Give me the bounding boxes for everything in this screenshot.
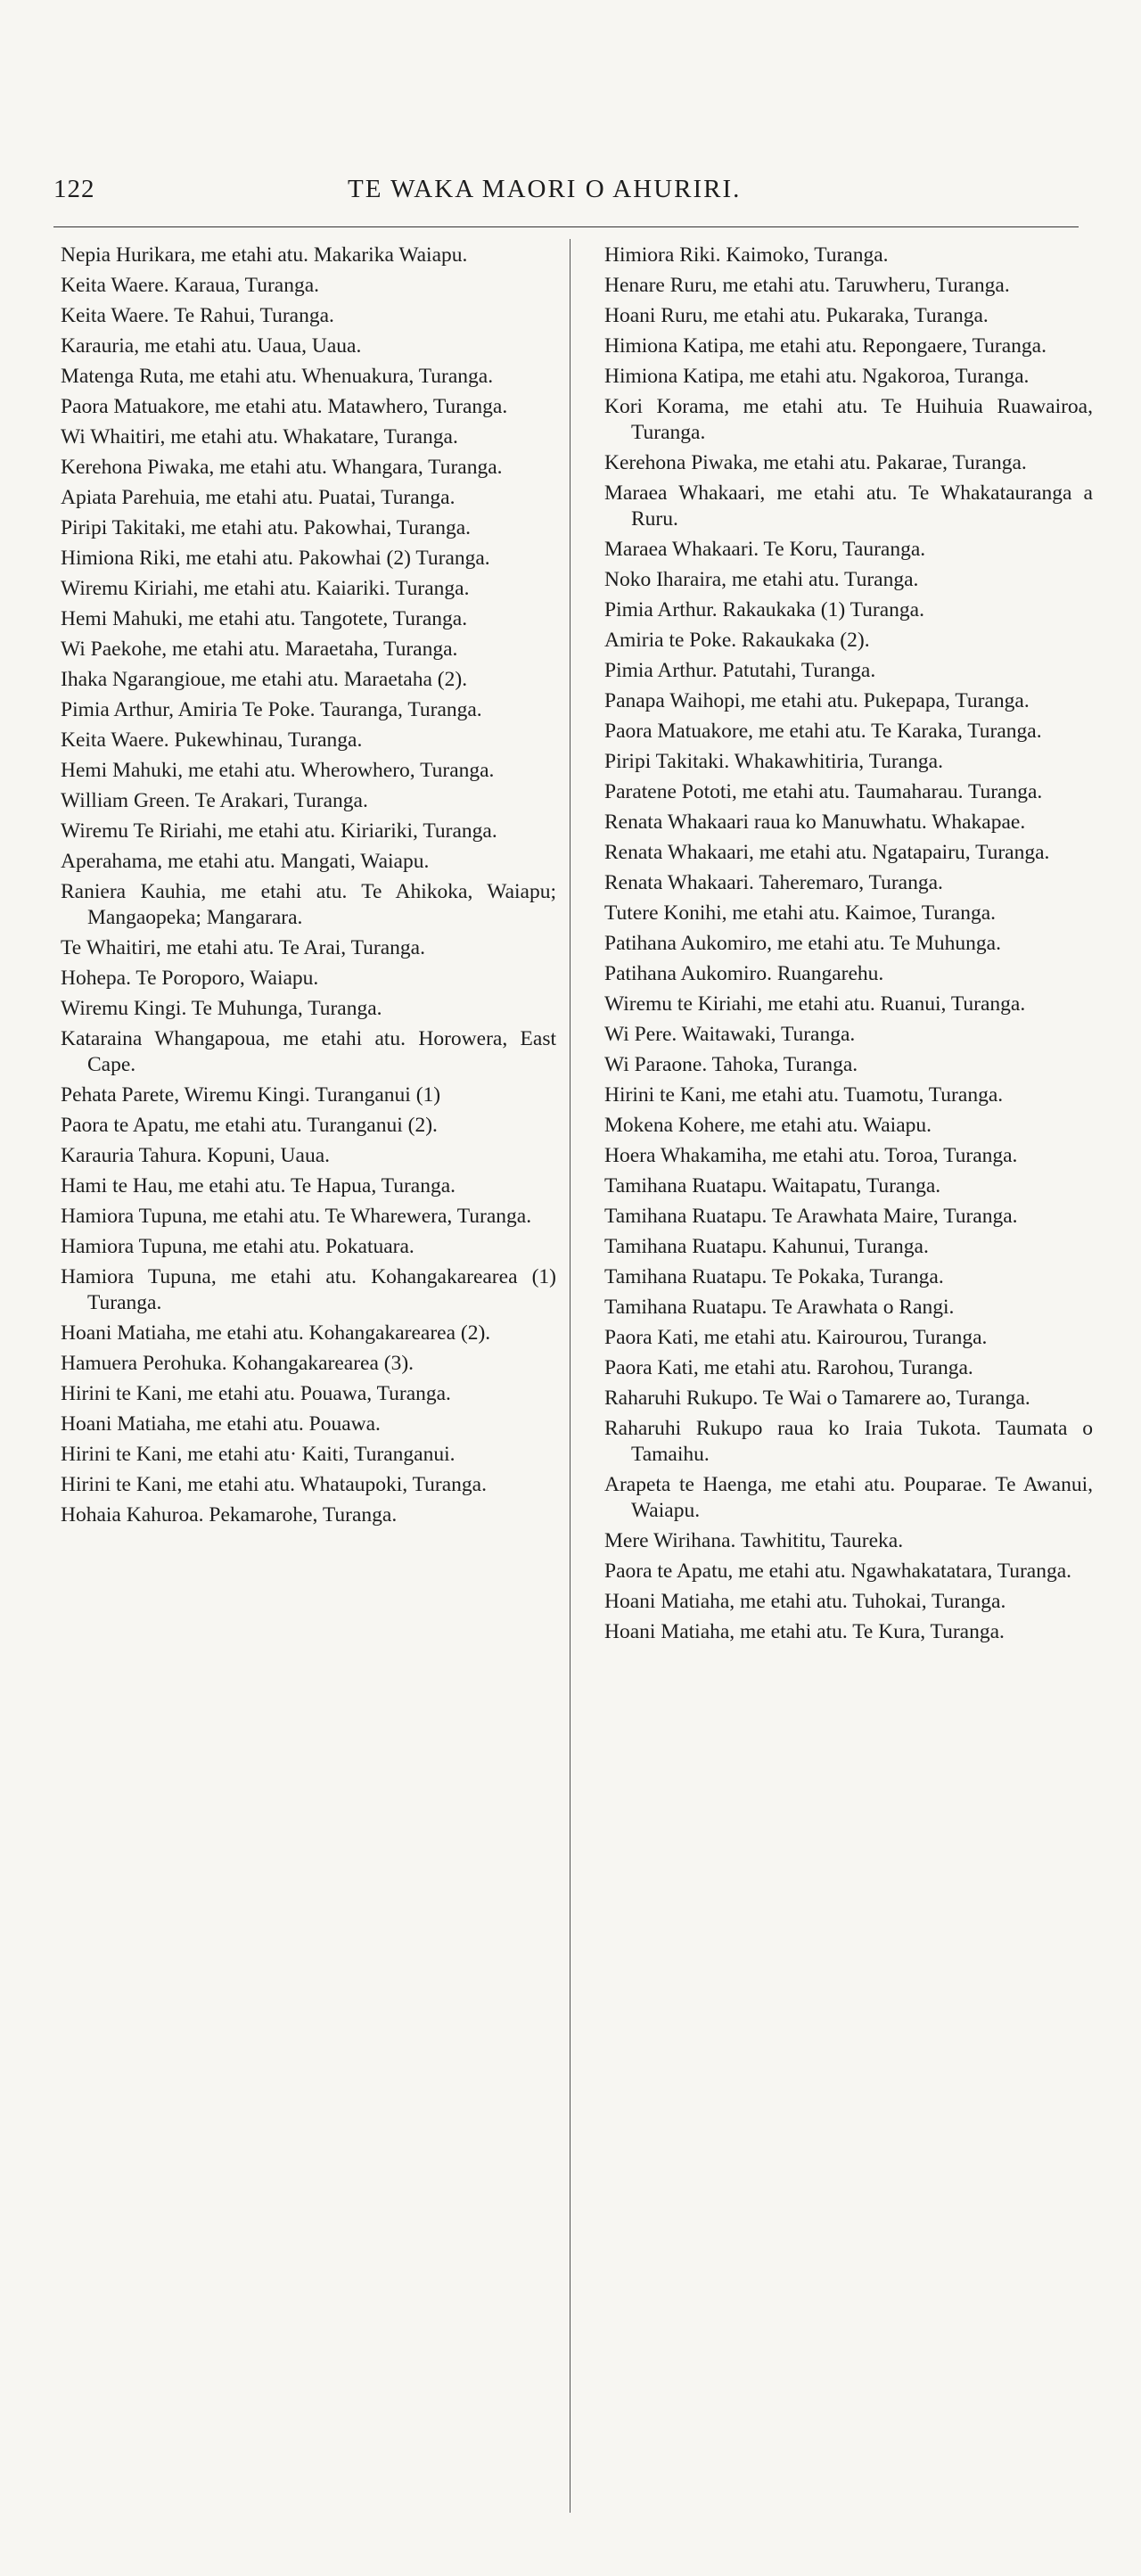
right-column <box>604 243 1093 1650</box>
list-item: Arapeta te Haenga, me etahi atu. Pouparae. Te Awanui, Waiapu. <box>604 1473 1093 1522</box>
list-item: Tamihana Ruatapu. Te Arawhata Maire, Turanga. <box>604 1205 1018 1228</box>
list-item: Aperahama, me etahi atu. Mangati, Waiapu. <box>61 850 430 873</box>
list-item: Hamiora Tupuna, me etahi atu. Kohangakarearea (1) Turanga. <box>61 1265 556 1314</box>
list-item: Kori Korama, me etahi atu. Te Huihuia Ruawairoa, Turanga. <box>604 395 1093 444</box>
list-item: Karauria Tahura. Kopuni, Uaua. <box>61 1144 331 1167</box>
list-item: Maraea Whakaari. Te Koru, Tauranga. <box>604 538 926 561</box>
list-item: Wi Whaitiri, me etahi atu. Whakatare, Turanga. <box>61 425 458 449</box>
list-item: Piripi Takitaki. Whakawhitiria, Turanga. <box>604 750 943 773</box>
list-item: Wiremu Kiriahi, me etahi atu. Kaiariki. Turanga. <box>61 577 470 600</box>
list-item: William Green. Te Arakari, Turanga. <box>61 789 368 812</box>
list-item: Wi Paekohe, me etahi atu. Maraetaha, Turanga. <box>61 638 458 661</box>
list-item: Mere Wirihana. Tawhititu, Taureka. <box>604 1529 904 1552</box>
list-item: Pimia Arthur, Amiria Te Poke. Tauranga, Turanga. <box>61 698 482 721</box>
list-item: Wi Paraone. Tahoka, Turanga. <box>604 1053 858 1076</box>
list-item: Hohepa. Te Poroporo, Waiapu. <box>61 967 319 990</box>
list-item: Maraea Whakaari, me etahi atu. Te Whakatauranga a Ruru. <box>604 481 1093 531</box>
list-item: Hirini te Kani, me etahi atu. Pouawa, Turanga. <box>61 1382 451 1405</box>
list-item: Pehata Parete, Wiremu Kingi. Turanganui (1) <box>61 1083 441 1107</box>
running-title: TE WAKA MAORI O AHURIRI. <box>348 175 742 203</box>
list-item: Pimia Arthur. Rakaukaka (1) Turanga. <box>604 598 924 621</box>
list-item: Renata Whakaari raua ko Manuwhatu. Whakapae. <box>604 811 1026 834</box>
list-item: Hamuera Perohuka. Kohangakarearea (3). <box>61 1352 415 1375</box>
list-item: Hirini te Kani, me etahi atu· Kaiti, Turanganui. <box>61 1443 456 1466</box>
list-item: Apiata Parehuia, me etahi atu. Puatai, Turanga. <box>61 486 456 509</box>
list-item: Hami te Hau, me etahi atu. Te Hapua, Turanga. <box>61 1174 456 1197</box>
list-item: Hohaia Kahuroa. Pekamarohe, Turanga. <box>61 1503 398 1527</box>
list-item: Piripi Takitaki, me etahi atu. Pakowhai, Turanga. <box>61 516 472 539</box>
list-item: Kerehona Piwaka, me etahi atu. Whangara, Turanga. <box>61 456 503 479</box>
list-item: Renata Whakaari, me etahi atu. Ngatapairu, Turanga. <box>604 841 1050 864</box>
list-item: Pimia Arthur. Patutahi, Turanga. <box>604 659 876 682</box>
left-column <box>61 243 556 1533</box>
list-item: Te Whaitiri, me etahi atu. Te Arai, Turanga. <box>61 936 425 959</box>
list-item: Paora te Apatu, me etahi atu. Turanganui (2). <box>61 1114 438 1137</box>
list-item: Ihaka Ngarangioue, me etahi atu. Maraetaha (2). <box>61 668 468 691</box>
list-item: Hoani Matiaha, me etahi atu. Te Kura, Turanga. <box>604 1620 1005 1643</box>
list-item: Patihana Aukomiro. Ruangarehu. <box>604 962 884 985</box>
list-item: Patihana Aukomiro, me etahi atu. Te Muhunga. <box>604 932 1001 955</box>
list-item: Nepia Hurikara, me etahi atu. Makarika Waiapu. <box>61 243 468 267</box>
list-item: Renata Whakaari. Taheremaro, Turanga. <box>604 871 943 894</box>
list-item: Wi Pere. Waitawaki, Turanga. <box>604 1023 856 1046</box>
list-item: Mokena Kohere, me etahi atu. Waiapu. <box>604 1114 932 1137</box>
header-rule <box>53 226 1079 227</box>
list-item: Paora Kati, me etahi atu. Rarohou, Turanga. <box>604 1356 973 1379</box>
list-item: Keita Waere. Karaua, Turanga. <box>61 274 320 297</box>
list-item: Wiremu Kingi. Te Muhunga, Turanga. <box>61 997 382 1020</box>
page-header <box>53 175 1079 210</box>
list-item: Raniera Kauhia, me etahi atu. Te Ahikoka, Waiapu; Mangaopeka; Mangarara. <box>61 880 556 929</box>
list-item: Wiremu te Kiriahi, me etahi atu. Ruanui, Turanga. <box>604 992 1026 1016</box>
list-item: Hoani Matiaha, me etahi atu. Kohangakarearea (2). <box>61 1321 491 1345</box>
list-item: Karauria, me etahi atu. Uaua, Uaua. <box>61 334 362 358</box>
list-item: Himiora Riki. Kaimoko, Turanga. <box>604 243 889 267</box>
list-item: Hamiora Tupuna, me etahi atu. Pokatuara. <box>61 1235 415 1258</box>
list-item: Tamihana Ruatapu. Te Arawhata o Rangi. <box>604 1296 955 1319</box>
list-item: Panapa Waihopi, me etahi atu. Pukepapa, Turanga. <box>604 689 1030 712</box>
list-item: Hoani Matiaha, me etahi atu. Tuhokai, Turanga. <box>604 1590 1006 1613</box>
list-item: Paora Kati, me etahi atu. Kairourou, Turanga. <box>604 1326 988 1349</box>
list-item: Paora te Apatu, me etahi atu. Ngawhakatatara, Turanga. <box>604 1560 1072 1583</box>
page-number: 122 <box>53 175 95 203</box>
list-item: Hirini te Kani, me etahi atu. Whataupoki, Turanga. <box>61 1473 487 1496</box>
list-item: Wiremu Te Ririahi, me etahi atu. Kiriariki, Turanga. <box>61 819 497 843</box>
list-item: Raharuhi Rukupo. Te Wai o Tamarere ao, Turanga. <box>604 1387 1030 1410</box>
list-item: Kerehona Piwaka, me etahi atu. Pakarae, Turanga. <box>604 451 1027 474</box>
list-item: Keita Waere. Te Rahui, Turanga. <box>61 304 334 327</box>
list-item: Tamihana Ruatapu. Te Pokaka, Turanga. <box>604 1265 944 1288</box>
list-item: Hoera Whakamiha, me etahi atu. Toroa, Turanga. <box>604 1144 1018 1167</box>
list-item: Hemi Mahuki, me etahi atu. Wherowhero, Turanga. <box>61 759 495 782</box>
list-item: Tamihana Ruatapu. Waitapatu, Turanga. <box>604 1174 941 1197</box>
list-item: Himiona Riki, me etahi atu. Pakowhai (2) Turanga. <box>61 547 490 570</box>
list-item: Kataraina Whangapoua, me etahi atu. Horowera, East Cape. <box>61 1027 556 1076</box>
list-item: Matenga Ruta, me etahi atu. Whenuakura, Turanga. <box>61 365 494 388</box>
list-item: Amiria te Poke. Rakaukaka (2). <box>604 629 870 652</box>
list-item: Himiona Katipa, me etahi atu. Ngakoroa, Turanga. <box>604 365 1030 388</box>
list-item: Paora Matuakore, me etahi atu. Matawhero, Turanga. <box>61 395 508 418</box>
list-item: Hoani Ruru, me etahi atu. Pukaraka, Turanga. <box>604 304 989 327</box>
list-item: Paora Matuakore, me etahi atu. Te Karaka, Turanga. <box>604 720 1042 743</box>
list-item: Hemi Mahuki, me etahi atu. Tangotete, Turanga. <box>61 607 468 630</box>
list-item: Hirini te Kani, me etahi atu. Tuamotu, Turanga. <box>604 1083 1004 1107</box>
list-item: Himiona Katipa, me etahi atu. Repongaere, Turanga. <box>604 334 1047 358</box>
list-item: Hamiora Tupuna, me etahi atu. Te Wharewera, Turanga. <box>61 1205 532 1228</box>
list-item: Paratene Pototi, me etahi atu. Taumaharau. Turanga. <box>604 780 1043 803</box>
list-item: Hoani Matiaha, me etahi atu. Pouawa. <box>61 1412 381 1436</box>
list-item: Henare Ruru, me etahi atu. Taruwheru, Turanga. <box>604 274 1010 297</box>
list-item: Keita Waere. Pukewhinau, Turanga. <box>61 728 363 752</box>
list-item: Tamihana Ruatapu. Kahunui, Turanga. <box>604 1235 929 1258</box>
list-item: Raharuhi Rukupo raua ko Iraia Tukota. Taumata o Tamaihu. <box>604 1417 1093 1466</box>
list-item: Tutere Konihi, me etahi atu. Kaimoe, Turanga. <box>604 901 997 925</box>
list-item: Noko Iharaira, me etahi atu. Turanga. <box>604 568 919 591</box>
